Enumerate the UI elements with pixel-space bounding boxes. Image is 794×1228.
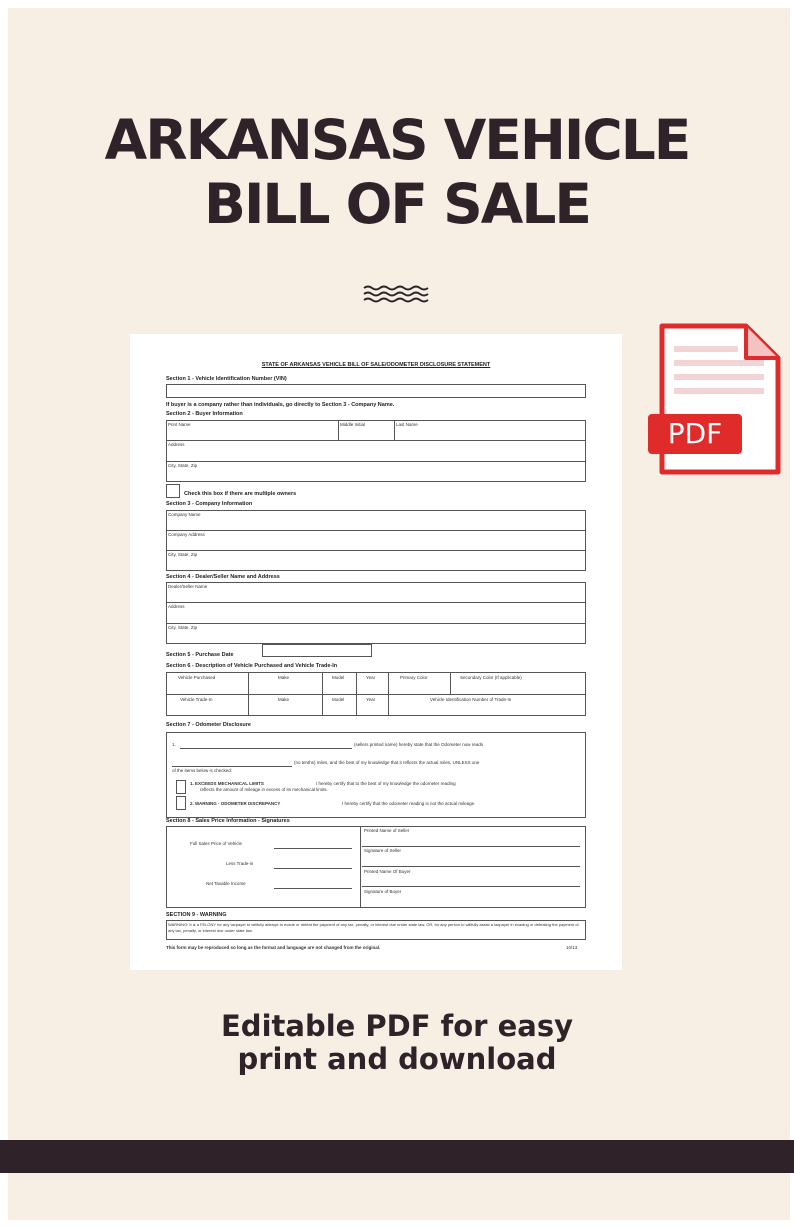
print-name-label: Print Name: [168, 422, 191, 427]
wave-divider-icon: [362, 284, 432, 306]
dealer-city-label: City, State, Zip: [168, 625, 198, 630]
odometer-line-3: of the items below is checked:: [172, 768, 233, 773]
section-2-label: Section 2 - Buyer Information: [166, 411, 243, 417]
section-3-label: Section 3 - Company Information: [166, 501, 253, 507]
section-9-label: SECTION 9 - WARNING: [166, 912, 227, 918]
trade-model-label: Model: [332, 697, 345, 702]
odometer-line-1-number: 1.: [172, 742, 176, 747]
tagline-line-1: Editable PDF for easy: [221, 1009, 573, 1043]
odometer-line-1: (sellers printed name) hereby state that the Odometer now reads: [354, 742, 484, 747]
signatures-box: [166, 826, 586, 908]
odometer-checkbox-2: [176, 796, 186, 810]
company-name-label: Company Name: [168, 512, 201, 517]
signature-buyer-label: Signature of Buyer: [364, 889, 402, 894]
section-5-label: Section 5 - Purchase Date: [166, 652, 234, 658]
trade-make-label: Make: [278, 697, 290, 702]
secondary-color-label: Secondary Color (If applicable): [460, 675, 522, 680]
odometer-checkbox-1: [176, 780, 186, 794]
signature-seller-label: Signature of Seller: [364, 848, 402, 853]
primary-color-label: Primary Color: [400, 675, 428, 680]
company-address-label: Company Address: [168, 532, 205, 537]
purchase-date-field: [262, 644, 372, 657]
net-taxable-label: Net Taxable Income: [206, 881, 246, 886]
vehicle-purchased-label: Vehicle Purchased: [178, 675, 216, 680]
section-1-label: Section 1 - Vehicle Identification Number (VIN): [166, 376, 287, 382]
odometer-item-1-title: 1. EXCEEDS MECHANICAL LIMITS: [190, 781, 264, 786]
form-heading: STATE OF ARKANSAS VEHICLE BILL OF SALE/ODOMETER DISCLOSURE STATEMENT: [261, 362, 491, 368]
title-line-2: BILL OF SALE: [204, 172, 590, 236]
trade-year-label: Year: [366, 697, 376, 702]
section-4-label: Section 4 - Dealer/Seller Name and Address: [166, 574, 280, 580]
odometer-item-2-text: I hereby certify that the odometer reading is not the actual mileage.: [342, 801, 476, 806]
tagline: [0, 1010, 794, 1076]
buyer-note: If buyer is a company rather than individuals, go directly to Section 3 - Company Name.: [166, 402, 395, 408]
vin-field: [166, 384, 586, 398]
less-trade-in-label: Less Trade-in: [226, 861, 254, 866]
vehicle-trade-in-label: Vehicle Trade-In: [180, 697, 213, 702]
buyer-info-box: [166, 420, 586, 482]
pdf-badge: PDF: [648, 414, 742, 454]
buyer-city-label: City, State, Zip: [168, 463, 198, 468]
odometer-item-1-text: I hereby certify that to the best of my knowledge the odometer reading: [316, 781, 456, 786]
title-line-1: ARKANSAS VEHICLE: [104, 108, 690, 172]
footer-note: This form may be reproduced so long as the format and language are not changed from the original.: [166, 945, 381, 950]
section-8-label: Section 8 - Sales Price Information - Signatures: [166, 818, 290, 824]
odometer-item-1-text-2: reflects the amount of mileage in excess of its mechanical limits.: [200, 787, 328, 792]
dealer-name-label: Dealer/Seller Name: [168, 584, 208, 589]
odometer-line-2: (no tenths) miles, and the best of my knowledge that it reflects the actual miles, UNLESS one: [294, 760, 480, 765]
buyer-address-label: Address: [168, 442, 185, 447]
section-7-label: Section 7 - Odometer Disclosure: [166, 722, 251, 728]
form-preview: [130, 334, 622, 970]
multiple-owners-label: Check this box if there are multiple owners: [184, 491, 297, 497]
warning-text: WARNING: It is a FELONY for any taxpayer to willfully attempt to evade or defeat the payment of any tax, penalty, or interest due under state law, OR, for any person to willfully assist a taxpayer in evading or defeating the payment of any tax, penalty, or interest due under state law.: [168, 922, 579, 933]
model-label: Model: [332, 675, 345, 680]
printed-seller-label: Printed Name of Seller: [364, 828, 410, 833]
form-code: 10/13: [566, 945, 578, 950]
bottom-band: [0, 1140, 794, 1173]
dealer-info-box: [166, 582, 586, 644]
company-city-label: City, State, Zip: [168, 552, 198, 557]
vin-trade-in-label: Vehicle Identification Number of Trade-In: [430, 697, 512, 702]
company-info-box: [166, 510, 586, 571]
section-6-label: Section 6 - Description of Vehicle Purchased and Vehicle Trade-In: [166, 663, 338, 669]
tagline-line-2: print and download: [237, 1042, 557, 1076]
printed-buyer-label: Printed Name Of Buyer: [364, 869, 411, 874]
odometer-item-2-title: 2. WARNING - ODOMETER DISCREPANCY: [190, 801, 281, 806]
year-label: Year: [366, 675, 376, 680]
pdf-file-icon: [654, 320, 784, 482]
multiple-owners-checkbox: [166, 484, 180, 498]
make-label: Make: [278, 675, 290, 680]
full-sales-price-label: Full Sales Price of Vehicle: [190, 841, 243, 846]
dealer-address-label: Address: [168, 604, 185, 609]
last-name-label: Last Name: [396, 422, 418, 427]
middle-initial-label: Middle Initial: [340, 422, 366, 427]
cover-title: [0, 108, 794, 236]
